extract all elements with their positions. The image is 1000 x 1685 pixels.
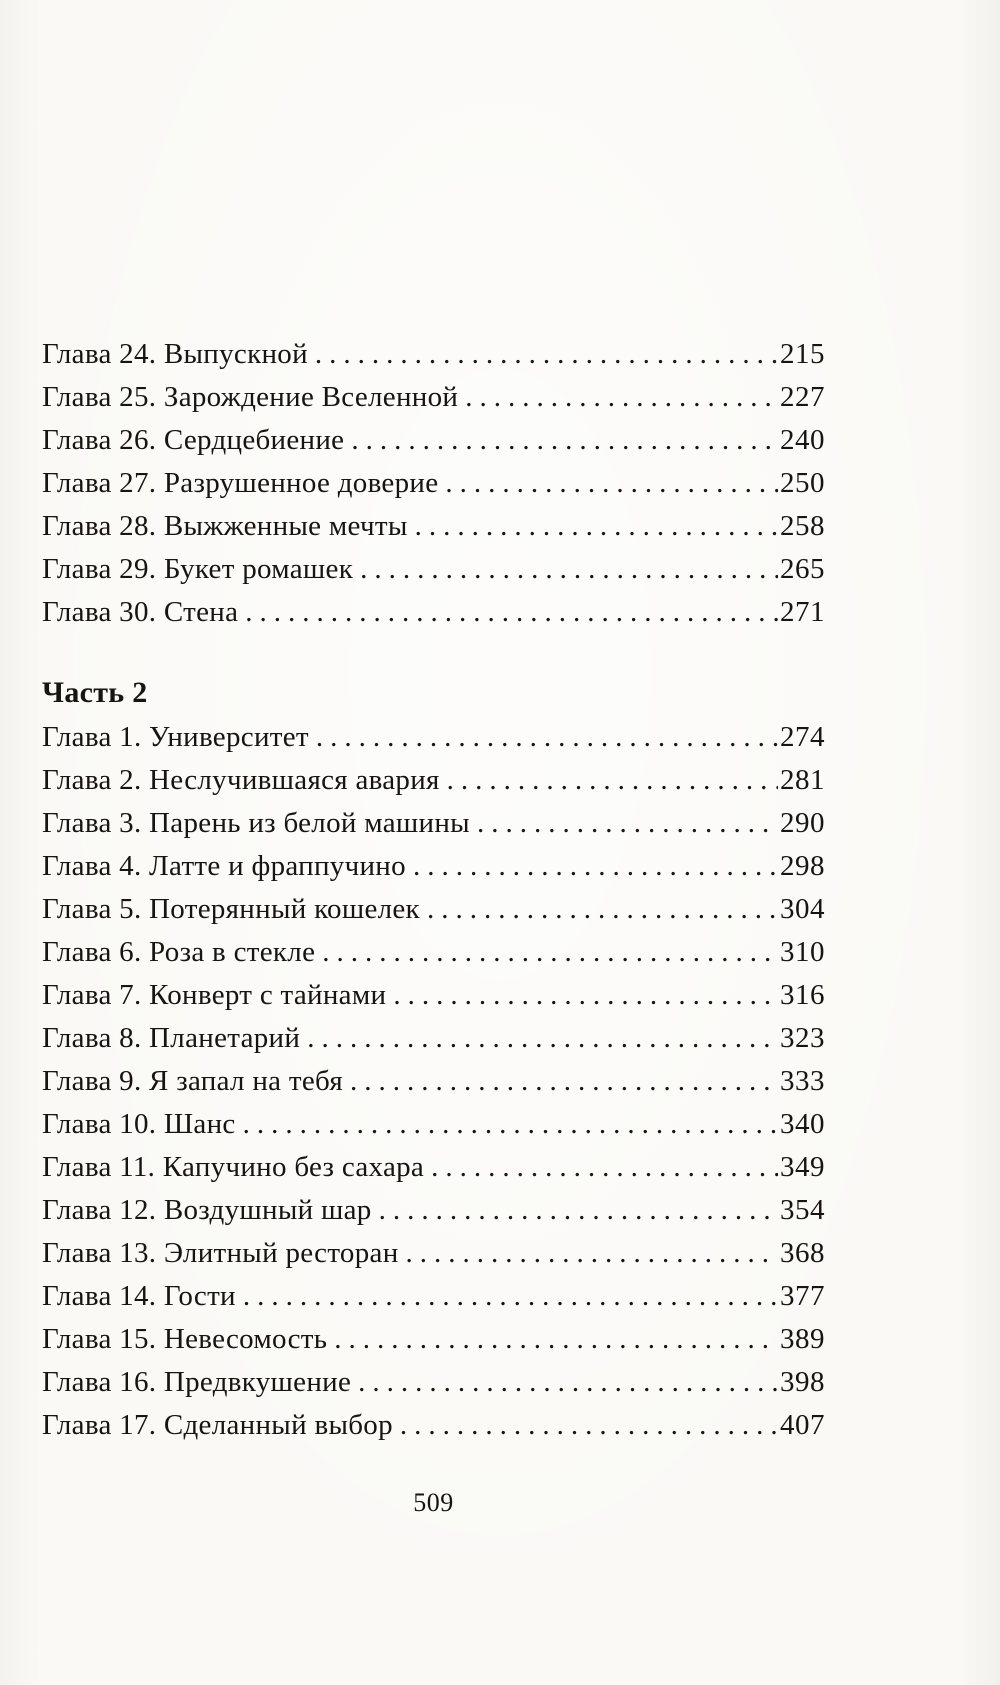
toc-entry — [42, 888, 825, 931]
toc-entry-title: Глава 15. Невесомость — [42, 1323, 328, 1355]
toc-entry-page: 323 — [780, 1022, 825, 1054]
toc-entry — [42, 931, 825, 974]
folio-page-number: 509 — [413, 1488, 454, 1517]
toc-entry — [42, 802, 825, 845]
toc-entry-title: Глава 29. Букет ромашек — [42, 553, 354, 585]
toc-entry-page: 271 — [780, 596, 825, 628]
dot-leader — [415, 505, 778, 548]
dot-leader — [431, 1146, 778, 1189]
toc-entry — [42, 462, 825, 505]
toc-entry-page: 258 — [780, 510, 825, 542]
dot-leader — [465, 376, 778, 419]
toc-sections — [42, 333, 825, 1447]
toc-entry — [42, 716, 825, 759]
toc-entry-title: Глава 10. Шанс — [42, 1108, 236, 1140]
dot-leader — [243, 1103, 778, 1146]
toc-entry-page: 407 — [780, 1409, 825, 1441]
dot-leader — [400, 1404, 778, 1447]
toc-entry-page: 310 — [780, 936, 825, 968]
dot-leader — [477, 802, 778, 845]
toc-entry-page: 215 — [780, 338, 825, 370]
toc-entry-title: Глава 27. Разрушенное доверие — [42, 467, 439, 499]
toc-entry-page: 316 — [780, 979, 825, 1011]
toc-entry — [42, 376, 825, 419]
toc-entry-title: Глава 2. Неслучившаяся авария — [42, 764, 440, 796]
toc-entry — [42, 1146, 825, 1189]
toc-entry — [42, 1017, 825, 1060]
toc-entry-title: Глава 25. Зарождение Вселенной — [42, 381, 459, 413]
toc-entry-page: 389 — [780, 1323, 825, 1355]
toc-entry-page: 349 — [780, 1151, 825, 1183]
toc-entry — [42, 759, 825, 802]
toc-entry-page: 227 — [780, 381, 825, 413]
toc-entry-title: Глава 13. Элитный ресторан — [42, 1237, 399, 1269]
toc-entry — [42, 1189, 825, 1232]
toc-entry-title: Глава 14. Гости — [42, 1280, 236, 1312]
toc-entry-title: Глава 30. Стена — [42, 596, 239, 628]
toc-entry-title: Глава 7. Конверт с тайнами — [42, 979, 387, 1011]
toc-entry — [42, 505, 825, 548]
dot-leader — [447, 759, 778, 802]
dot-leader — [445, 462, 778, 505]
toc-entry-page: 354 — [780, 1194, 825, 1226]
section-heading: Часть 2 — [42, 676, 148, 709]
toc-entry-title: Глава 16. Предвкушение — [42, 1366, 352, 1398]
dot-leader — [243, 1275, 778, 1318]
toc-entry-title: Глава 11. Капучино без сахара — [42, 1151, 425, 1183]
toc-entry-page: 265 — [780, 553, 825, 585]
toc-entry-page: 290 — [780, 807, 825, 839]
dot-leader — [316, 716, 778, 759]
toc-entry-title: Глава 12. Воздушный шар — [42, 1194, 372, 1226]
toc-entry-title: Глава 9. Я запал на тебя — [42, 1065, 344, 1097]
toc-entry — [42, 419, 825, 462]
toc-entry-page: 368 — [780, 1237, 825, 1269]
toc-entry-title: Глава 5. Потерянный кошелек — [42, 893, 420, 925]
toc-entry-title: Глава 17. Сделанный выбор — [42, 1409, 393, 1441]
toc-entry-page: 240 — [780, 424, 825, 456]
toc-entry — [42, 591, 825, 634]
dot-leader — [351, 419, 778, 462]
toc-entry-title: Глава 6. Роза в стекле — [42, 936, 316, 968]
toc-entry — [42, 974, 825, 1017]
dot-leader — [322, 931, 778, 974]
toc-entry-title: Глава 4. Латте и фраппучино — [42, 850, 406, 882]
toc-entry-title: Глава 28. Выжженные мечты — [42, 510, 408, 542]
toc-entry-title: Глава 26. Сердцебиение — [42, 424, 345, 456]
dot-leader — [245, 591, 778, 634]
toc-entry-page: 274 — [780, 721, 825, 753]
dot-leader — [360, 548, 778, 591]
dot-leader — [413, 845, 778, 888]
toc-entry-page: 250 — [780, 467, 825, 499]
dot-leader — [393, 974, 778, 1017]
dot-leader — [406, 1232, 778, 1275]
toc-entry-page: 304 — [780, 893, 825, 925]
dot-leader — [307, 1017, 778, 1060]
table-of-contents — [42, 333, 825, 1447]
dot-leader — [379, 1189, 778, 1232]
dot-leader — [334, 1318, 778, 1361]
toc-entry — [42, 1275, 825, 1318]
toc-entry — [42, 1361, 825, 1404]
toc-entry-page: 298 — [780, 850, 825, 882]
toc-entry-title: Глава 8. Планетарий — [42, 1022, 301, 1054]
toc-entry — [42, 333, 825, 376]
toc-entry — [42, 1318, 825, 1361]
toc-entry — [42, 548, 825, 591]
toc-entry-title: Глава 1. Университет — [42, 721, 309, 753]
dot-leader — [427, 888, 778, 931]
toc-entry — [42, 845, 825, 888]
toc-entry — [42, 1404, 825, 1447]
toc-entry-page: 340 — [780, 1108, 825, 1140]
toc-entry-page: 377 — [780, 1280, 825, 1312]
dot-leader — [358, 1361, 778, 1404]
toc-entry — [42, 1103, 825, 1146]
toc-entry-title: Глава 3. Парень из белой машины — [42, 807, 470, 839]
dot-leader — [315, 333, 778, 376]
toc-entry-page: 333 — [780, 1065, 825, 1097]
toc-entry — [42, 1232, 825, 1275]
dot-leader — [350, 1060, 778, 1103]
toc-entry — [42, 1060, 825, 1103]
toc-entry-page: 398 — [780, 1366, 825, 1398]
toc-entry-page: 281 — [780, 764, 825, 796]
toc-entry-title: Глава 24. Выпускной — [42, 338, 308, 370]
